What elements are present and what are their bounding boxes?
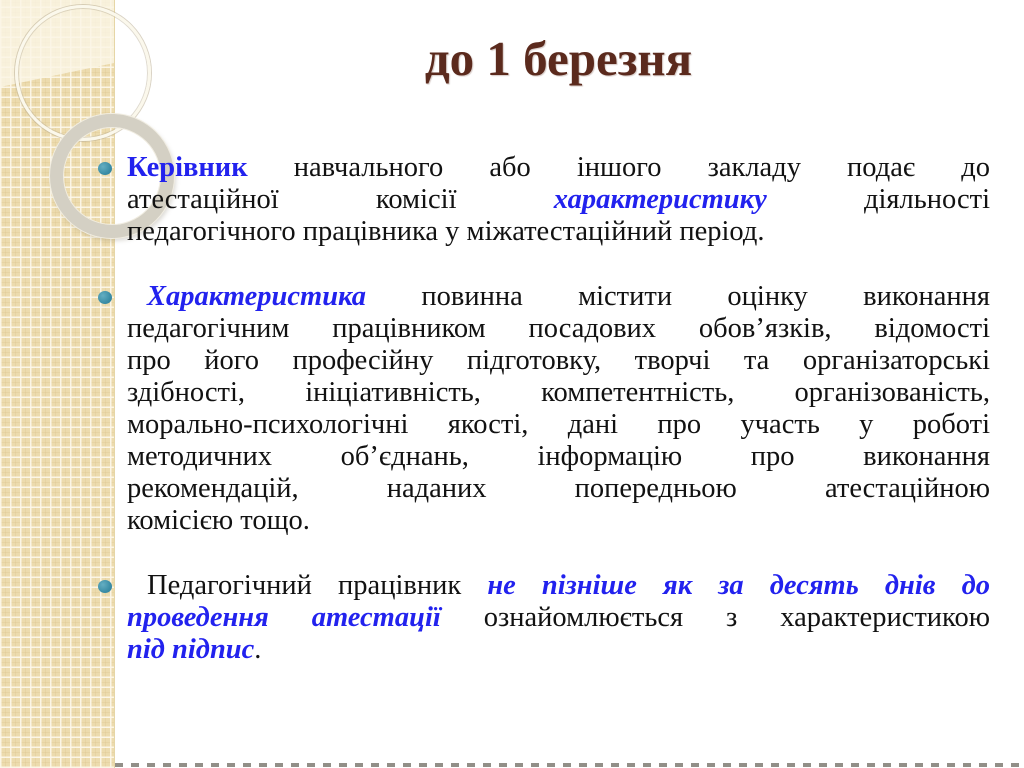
text-segment: педагогічного працівника у міжатестаційний період.: [127, 216, 765, 247]
text-line: [127, 634, 990, 666]
text-line: [127, 505, 990, 537]
text-line: [127, 216, 990, 248]
text-line: [127, 184, 990, 216]
text-line: [127, 441, 990, 473]
slide-content: [127, 0, 990, 768]
clipped-text-dashes: [115, 763, 1024, 767]
text-line: [127, 152, 990, 184]
highlighted-text-segment: під підпис: [127, 634, 255, 665]
highlighted-text-segment: проведення атестації: [127, 602, 441, 633]
text-segment: методичних об’єднань, інформацію про виконання: [127, 441, 990, 472]
text-line: [127, 345, 990, 377]
text-line: [127, 473, 990, 505]
text-segment: морально-психологічні якості, дані про участь у роботі: [127, 409, 990, 440]
highlighted-text-segment: Керівник: [127, 152, 248, 183]
text-segment: рекомендацій, наданих попередньою атестаційною: [127, 473, 990, 504]
text-segment: Педагогічний працівник: [147, 570, 488, 601]
text-line: [127, 602, 990, 634]
bullet-icon: [98, 291, 112, 304]
text-line: [127, 281, 990, 313]
slide-title: до 1 березня: [424, 31, 693, 86]
text-segment: комісією тощо.: [127, 505, 310, 536]
highlighted-text-segment: характеристику: [553, 184, 767, 215]
text-line: [127, 377, 990, 409]
text-line: [127, 313, 990, 345]
highlighted-text-segment: не пізніше як за десять днів до: [487, 570, 990, 601]
paragraph: [127, 570, 990, 666]
text-segment: педагогічним працівником посадових обов’язків, відомості: [127, 313, 990, 344]
text-segment: .: [254, 634, 262, 665]
text-line: [127, 570, 990, 602]
text-line: [127, 409, 990, 441]
bullet-icon: [98, 162, 112, 175]
text-segment: про його професійну підготовку, творчі та організаторські: [127, 345, 990, 376]
text-segment: здібності, ініціативність, компетентність, організованість,: [127, 377, 990, 408]
paragraph: [127, 152, 990, 248]
text-segment: навчального або іншого закладу подає до: [247, 152, 990, 183]
body-text: [127, 152, 990, 699]
highlighted-text-segment: Характеристика: [147, 281, 367, 312]
text-segment: діяльності: [766, 184, 990, 215]
text-segment: атестаційної комісії: [127, 184, 554, 215]
bullet-icon: [98, 580, 112, 593]
text-segment: ознайомлюється з характеристикою: [440, 602, 990, 633]
text-segment: повинна містити оцінку виконання: [366, 281, 990, 312]
paragraph: [127, 281, 990, 537]
